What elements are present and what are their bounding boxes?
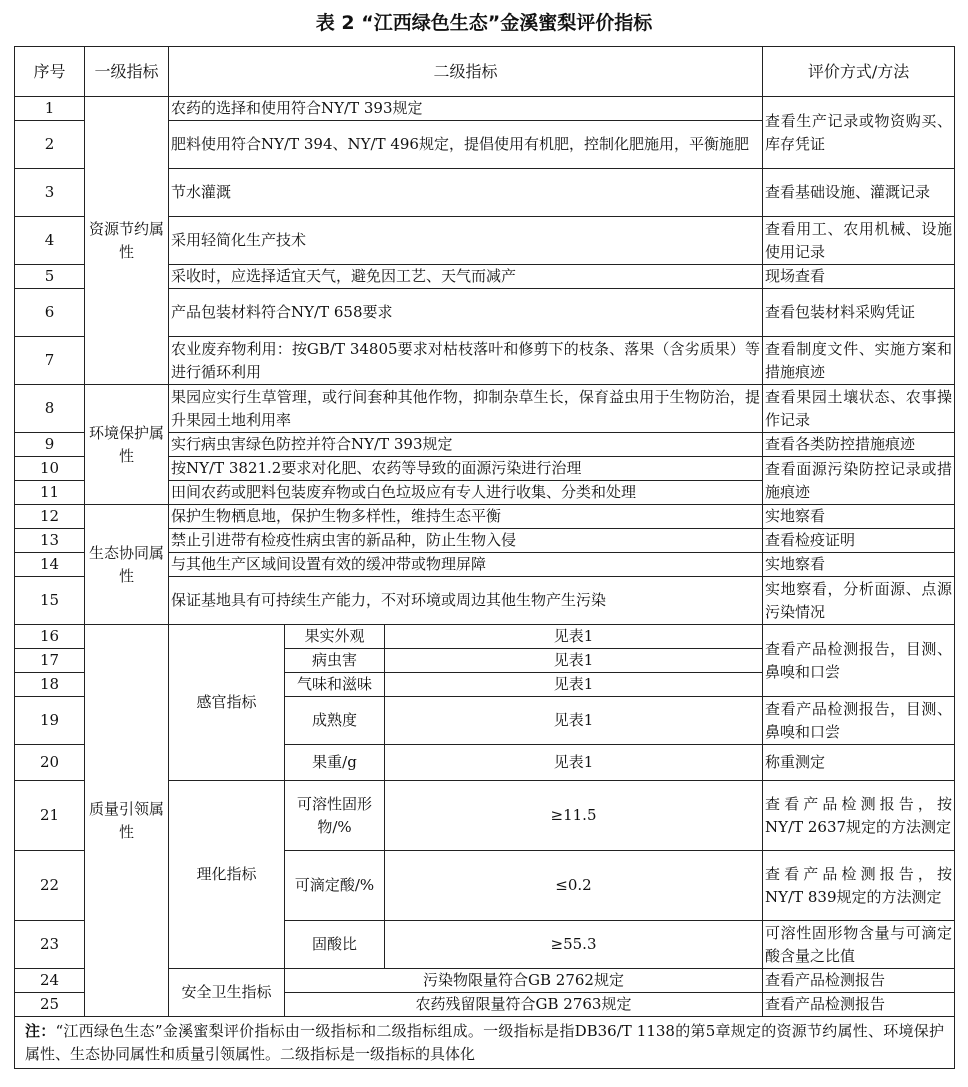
group-physchem: 理化指标 [169, 781, 285, 969]
row-text: 按NY/T 3821.2要求对化肥、农药等导致的面源污染进行治理 [169, 457, 763, 481]
table-title: 表 2 “江西绿色生态”金溪蜜梨评价指标 [315, 12, 653, 34]
row-number: 16 [15, 625, 85, 649]
row-text: 农药残留限量符合GB 2763规定 [285, 993, 763, 1017]
row-number: 12 [15, 505, 85, 529]
row-item: 固酸比 [285, 921, 385, 969]
note-row [15, 1017, 955, 1069]
group-sensory: 感官指标 [169, 625, 285, 781]
row-text: 保护生物栖息地，保护生物多样性，维持生态平衡 [169, 505, 763, 529]
row-method: 可溶性固形物含量与可滴定酸含量之比值 [763, 921, 955, 969]
row-method: 查看产品检测报告，目测、鼻嗅和口尝 [763, 697, 955, 745]
row-item: 果重/g [285, 745, 385, 781]
row-method: 查看产品检测报告，按NY/T 2637规定的方法测定 [763, 781, 955, 851]
evaluation-table [14, 46, 955, 1069]
group-quality: 质量引领属性 [85, 625, 169, 1017]
group-resource: 资源节约属性 [85, 97, 169, 385]
row-text: 节水灌溉 [169, 169, 763, 217]
row-text: 污染物限量符合GB 2762规定 [285, 969, 763, 993]
row-text: 产品包装材料符合NY/T 658要求 [169, 289, 763, 337]
row-method: 查看产品检测报告 [763, 993, 955, 1017]
row-method: 实地察看 [763, 505, 955, 529]
row-method: 查看果园土壤状态、农事操作记录 [763, 385, 955, 433]
row-value: 见表1 [385, 625, 763, 649]
row-number: 21 [15, 781, 85, 851]
row-method: 查看面源污染防控记录或措施痕迹 [763, 457, 955, 505]
row-method: 查看检疫证明 [763, 529, 955, 553]
row-number: 5 [15, 265, 85, 289]
row-item: 可溶性固形物/% [285, 781, 385, 851]
row-number: 14 [15, 553, 85, 577]
row-item: 果实外观 [285, 625, 385, 649]
row-value: 见表1 [385, 673, 763, 697]
row-method: 实地察看 [763, 553, 955, 577]
row-method: 实地察看，分析面源、点源污染情况 [763, 577, 955, 625]
group-ecology: 生态协同属性 [85, 505, 169, 625]
row-number: 24 [15, 969, 85, 993]
table-row [15, 625, 955, 649]
table-row [15, 385, 955, 433]
row-value: ≥11.5 [385, 781, 763, 851]
row-number: 8 [15, 385, 85, 433]
row-item: 可滴定酸/% [285, 851, 385, 921]
row-method: 现场查看 [763, 265, 955, 289]
row-text: 农业废弃物利用：按GB/T 34805要求对枯枝落叶和修剪下的枝条、落果（含劣质果）等进行循环利用 [169, 337, 763, 385]
row-number: 13 [15, 529, 85, 553]
row-method: 查看各类防控措施痕迹 [763, 433, 955, 457]
row-number: 20 [15, 745, 85, 781]
row-method: 查看产品检测报告，按NY/T 839规定的方法测定 [763, 851, 955, 921]
row-number: 25 [15, 993, 85, 1017]
row-text: 采收时，应选择适宜天气，避免因工艺、天气而减产 [169, 265, 763, 289]
table-row [15, 505, 955, 529]
note-text: “江西绿色生态”金溪蜜梨评价指标由一级指标和二级指标组成。一级指标是指DB36/T 1138的第5章规定的资源节约属性、环境保护属性、生态协同属性和质量引领属性。二级指标是一级指标的具体化 [25, 1021, 944, 1063]
row-text: 田间农药或肥料包装废弃物或白色垃圾应有专人进行收集、分类和处理 [169, 481, 763, 505]
row-text: 保证基地具有可持续生产能力，不对环境或周边其他生物产生污染 [169, 577, 763, 625]
row-item: 病虫害 [285, 649, 385, 673]
group-safety: 安全卫生指标 [169, 969, 285, 1017]
row-text: 禁止引进带有检疫性病虫害的新品种，防止生物入侵 [169, 529, 763, 553]
row-method: 查看生产记录或物资购买、库存凭证 [763, 97, 955, 169]
row-method: 查看基础设施、灌溉记录 [763, 169, 955, 217]
row-value: 见表1 [385, 697, 763, 745]
header-level1: 一级指标 [85, 47, 169, 97]
row-method: 查看产品检测报告 [763, 969, 955, 993]
row-number: 9 [15, 433, 85, 457]
row-text: 与其他生产区域间设置有效的缓冲带或物理屏障 [169, 553, 763, 577]
header-row [15, 47, 955, 97]
row-value: 见表1 [385, 745, 763, 781]
row-text: 果园应实行生草管理，或行间套种其他作物，抑制杂草生长，保育益虫用于生物防治，提升果园土地利用率 [169, 385, 763, 433]
row-text: 肥料使用符合NY/T 394、NY/T 496规定，提倡使用有机肥，控制化肥施用，平衡施肥 [169, 121, 763, 169]
row-value: ≥55.3 [385, 921, 763, 969]
row-text: 农药的选择和使用符合NY/T 393规定 [169, 97, 763, 121]
group-environment: 环境保护属性 [85, 385, 169, 505]
row-method: 称重测定 [763, 745, 955, 781]
row-item: 成熟度 [285, 697, 385, 745]
row-number: 2 [15, 121, 85, 169]
row-number: 6 [15, 289, 85, 337]
row-method: 查看包装材料采购凭证 [763, 289, 955, 337]
header-level2: 二级指标 [169, 47, 763, 97]
row-number: 10 [15, 457, 85, 481]
row-number: 19 [15, 697, 85, 745]
row-number: 3 [15, 169, 85, 217]
row-number: 15 [15, 577, 85, 625]
row-number: 7 [15, 337, 85, 385]
header-seq: 序号 [15, 47, 85, 97]
row-method: 查看制度文件、实施方案和措施痕迹 [763, 337, 955, 385]
note-label: 注： [25, 1021, 56, 1040]
row-text: 实行病虫害绿色防控并符合NY/T 393规定 [169, 433, 763, 457]
table-row [15, 97, 955, 121]
row-number: 4 [15, 217, 85, 265]
row-number: 11 [15, 481, 85, 505]
table-note [15, 1017, 955, 1069]
row-item: 气味和滋味 [285, 673, 385, 697]
header-method: 评价方式/方法 [763, 47, 955, 97]
row-number: 17 [15, 649, 85, 673]
row-method: 查看产品检测报告，目测、鼻嗅和口尝 [763, 625, 955, 697]
row-number: 22 [15, 851, 85, 921]
row-method: 查看用工、农用机械、设施使用记录 [763, 217, 955, 265]
row-value: ≤0.2 [385, 851, 763, 921]
row-number: 18 [15, 673, 85, 697]
row-number: 1 [15, 97, 85, 121]
row-number: 23 [15, 921, 85, 969]
row-text: 采用轻简化生产技术 [169, 217, 763, 265]
row-value: 见表1 [385, 649, 763, 673]
